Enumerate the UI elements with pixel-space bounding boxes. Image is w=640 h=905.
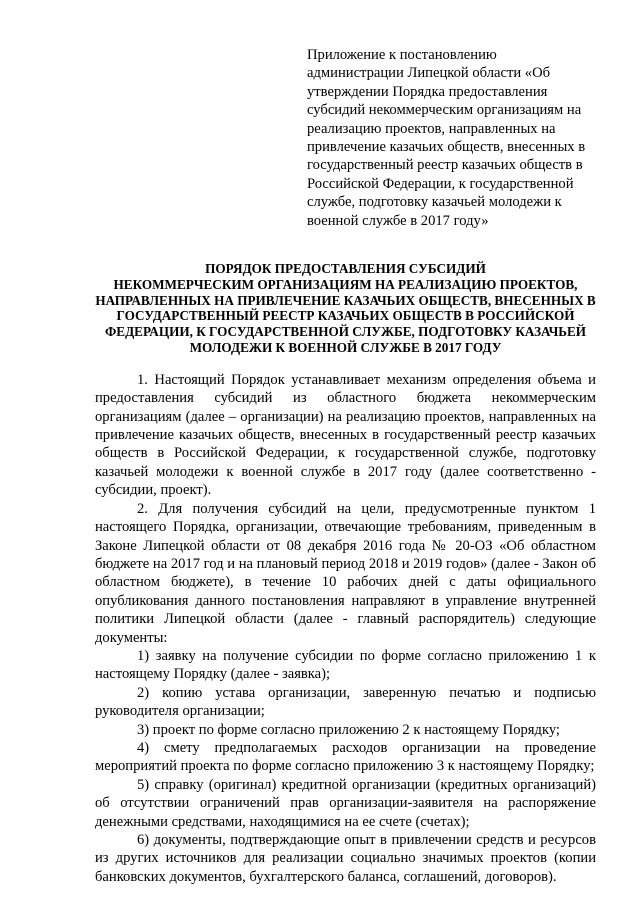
list-item-6: 6) документы, подтверждающие опыт в привлечении средств и ресурсов из других источников для реализации социально значимых проектов (копии банковских документов, бухгалтерского баланса, соглашений, договоров). xyxy=(95,832,596,885)
title-line: ПОРЯДОК ПРЕДОСТАВЛЕНИЯ СУБСИДИЙ xyxy=(205,261,486,277)
title-line: ГОСУДАРСТВЕННЫЙ РЕЕСТР КАЗАЧЬИХ ОБЩЕСТВ В РОССИЙСКОЙ xyxy=(116,308,575,324)
annex-header xyxy=(307,46,599,230)
annex-line: государственный реестр казачьих обществ в xyxy=(307,157,583,174)
annex-line: реализацию проектов, направленных на xyxy=(307,120,556,137)
annex-line: военной службе в 2017 году» xyxy=(307,212,489,229)
title-line: НАПРАВЛЕННЫХ НА ПРИВЛЕЧЕНИЕ КАЗАЧЬИХ ОБЩЕСТВ, ВНЕСЕННЫХ В xyxy=(95,292,596,308)
annex-line: Приложение к постановлению xyxy=(307,47,497,63)
list-item-5: 5) справку (оригинал) кредитной организации (кредитных организаций) об отсутствии ограничений прав организации-заявителя на распоряжение денежными средствами, находящимися на ее счете (счетах); xyxy=(95,776,596,830)
list-item-3: 3) проект по форме согласно приложению 2 к настоящему Порядку; xyxy=(137,721,560,738)
annex-line: привлечение казачьих обществ, внесенных в xyxy=(307,139,586,156)
title-line: ФЕДЕРАЦИИ, К ГОСУДАРСТВЕННОЙ СЛУЖБЕ, ПОДГОТОВКУ КАЗАЧЬЕЙ xyxy=(104,324,587,340)
list-item-4: 4) смету предполагаемых расходов организации на проведение мероприятий проекта по форме согласно приложению 3 к настоящему Порядку; xyxy=(95,739,596,775)
annex-line: администрации Липецкой области «Об xyxy=(307,65,551,82)
title-line: НЕКОММЕРЧЕСКИМ ОРГАНИЗАЦИЯМ НА РЕАЛИЗАЦИЮ ПРОЕКТОВ, xyxy=(113,276,578,292)
paragraph-2: 2. Для получения субсидий на цели, предусмотренные пунктом 1 настоящего Порядка, организации, отвечающие требованиям, приведенным в Законе Липецкой области от 08 декабря 2016 года № 20-ОЗ «Об областном бюджете на 2017 год и на плановый период 2018 и 2019 годов» (далее - Закон об областном бюджете), в течение 10 рабочих дней с даты официального опубликования данного постановления направляют в управление внутренней политики Липецкой области (далее - главный распорядитель) следующие документы: xyxy=(95,500,596,646)
document-title xyxy=(95,261,596,356)
list-item-2: 2) копию устава организации, заверенную печатью и подписью руководителя организации; xyxy=(95,684,596,720)
title-line: МОЛОДЕЖИ К ВОЕННОЙ СЛУЖБЕ В 2017 ГОДУ xyxy=(189,340,502,356)
list-item-1: 1) заявку на получение субсидии по форме согласно приложению 1 к настоящему Порядку (далее - заявка); xyxy=(95,647,596,683)
annex-line: Российской Федерации, к государственной xyxy=(307,175,574,192)
annex-line: субсидий некоммерческим организациям на xyxy=(307,102,582,119)
annex-line: утверждении Порядка предоставления xyxy=(307,83,548,100)
paragraph-1: 1. Настоящий Порядок устанавливает механизм определения объема и предоставления субсидий из областного бюджета некоммерческим организациям (далее – организации) на реализацию проектов, направленных на привлечение казачьих обществ, внесенных в государственный реестр казачьих обществ в Российской Федерации, к государственной службе, подготовку казачьей молодежи к военной службе в 2017 году (далее соответственно - субсидии, проект). xyxy=(95,371,596,499)
document-body xyxy=(95,371,596,886)
annex-line: службе, подготовку казачьей молодежи к xyxy=(307,194,562,211)
